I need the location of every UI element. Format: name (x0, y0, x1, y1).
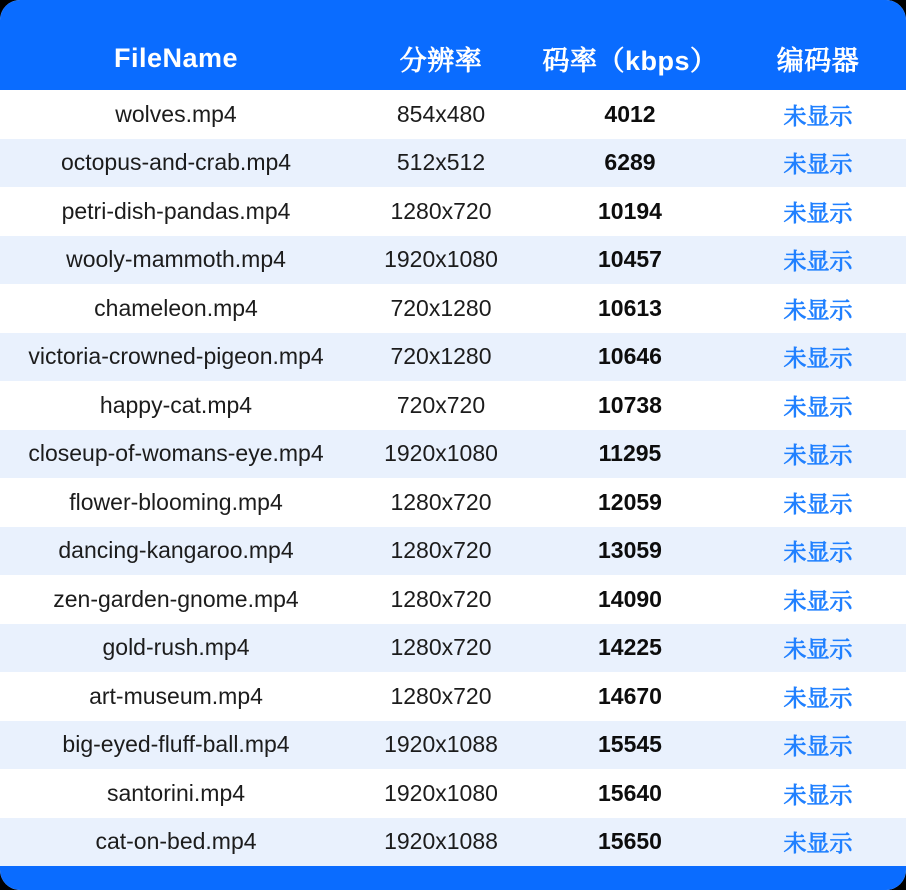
cell-bitrate: 14670 (598, 682, 662, 709)
cell-encoder[interactable]: 未显示 (783, 199, 853, 226)
table-row (0, 721, 906, 770)
cell-encoder[interactable]: 未显示 (783, 442, 853, 469)
cell-filename: art-museum.mp4 (89, 682, 263, 709)
column-header-filename: FileName (113, 42, 239, 73)
cell-bitrate: 10738 (598, 391, 662, 418)
table-row (0, 769, 906, 818)
cell-resolution: 1280x720 (390, 488, 492, 515)
cell-resolution: 720x720 (396, 391, 486, 418)
table-header-row (0, 0, 906, 90)
cell-resolution: 1280x720 (390, 537, 492, 564)
table-row (0, 478, 906, 527)
cell-encoder[interactable]: 未显示 (783, 102, 853, 129)
cell-resolution: 1920x1088 (384, 828, 498, 855)
cell-encoder[interactable]: 未显示 (783, 781, 853, 808)
cell-filename: octopus-and-crab.mp4 (60, 149, 292, 176)
cell-resolution: 1920x1080 (384, 440, 498, 467)
cell-bitrate: 11295 (598, 440, 662, 467)
cell-bitrate: 15545 (598, 731, 662, 758)
cell-bitrate: 10194 (598, 197, 662, 224)
cell-bitrate: 13059 (598, 537, 662, 564)
cell-encoder[interactable]: 未显示 (783, 393, 853, 420)
cell-bitrate: 12059 (598, 488, 662, 515)
cell-bitrate: 10646 (598, 343, 662, 370)
table-row (0, 90, 906, 139)
cell-resolution: 1920x1080 (384, 246, 498, 273)
cell-encoder[interactable]: 未显示 (783, 587, 853, 614)
cell-encoder[interactable]: 未显示 (783, 830, 853, 857)
cell-encoder[interactable]: 未显示 (783, 296, 853, 323)
table-row (0, 139, 906, 188)
table-row (0, 236, 906, 285)
cell-bitrate: 15650 (598, 828, 662, 855)
cell-bitrate: 14090 (598, 585, 662, 612)
table-body (0, 90, 906, 866)
cell-encoder[interactable]: 未显示 (783, 151, 853, 178)
cell-filename: flower-blooming.mp4 (69, 488, 283, 515)
cell-resolution: 1280x720 (390, 634, 492, 661)
cell-bitrate: 10457 (598, 246, 662, 273)
cell-resolution: 1920x1088 (384, 731, 498, 758)
cell-encoder[interactable]: 未显示 (783, 539, 853, 566)
cell-filename: closeup-of-womans-eye.mp4 (28, 440, 324, 467)
table-row (0, 624, 906, 673)
cell-filename: chameleon.mp4 (94, 294, 258, 321)
cell-resolution: 1280x720 (390, 585, 492, 612)
cell-filename: big-eyed-fluff-ball.mp4 (62, 731, 290, 758)
table-row (0, 818, 906, 867)
column-header-bitrate: 码率（kbps） (542, 45, 718, 76)
cell-resolution: 512x512 (396, 149, 486, 176)
cell-resolution: 720x1280 (390, 343, 492, 370)
cell-encoder[interactable]: 未显示 (783, 248, 853, 275)
cell-filename: happy-cat.mp4 (99, 391, 253, 418)
table-row (0, 672, 906, 721)
cell-encoder[interactable]: 未显示 (783, 490, 853, 517)
column-header-encoder: 编码器 (776, 45, 860, 76)
cell-resolution: 720x1280 (390, 294, 492, 321)
table-row (0, 187, 906, 236)
cell-filename: wooly-mammoth.mp4 (66, 246, 286, 273)
cell-resolution: 854x480 (396, 100, 486, 127)
column-header-resolution: 分辨率 (399, 45, 483, 76)
table-footer-bar (0, 866, 906, 890)
cell-bitrate: 4012 (604, 100, 656, 127)
cell-encoder[interactable]: 未显示 (783, 345, 853, 372)
table-row (0, 575, 906, 624)
cell-resolution: 1280x720 (390, 197, 492, 224)
cell-filename: wolves.mp4 (115, 100, 237, 127)
table-row (0, 333, 906, 382)
cell-filename: santorini.mp4 (106, 779, 246, 806)
cell-encoder[interactable]: 未显示 (783, 684, 853, 711)
table-row (0, 430, 906, 479)
table-row (0, 284, 906, 333)
cell-filename: zen-garden-gnome.mp4 (53, 585, 299, 612)
table-row (0, 381, 906, 430)
cell-encoder[interactable]: 未显示 (783, 636, 853, 663)
cell-filename: victoria-crowned-pigeon.mp4 (28, 343, 324, 370)
cell-filename: dancing-kangaroo.mp4 (58, 537, 294, 564)
cell-filename: cat-on-bed.mp4 (95, 828, 257, 855)
cell-filename: gold-rush.mp4 (102, 634, 250, 661)
cell-encoder[interactable]: 未显示 (783, 733, 853, 760)
cell-bitrate: 6289 (604, 149, 656, 176)
table-row (0, 527, 906, 576)
cell-bitrate: 14225 (598, 634, 662, 661)
cell-filename: petri-dish-pandas.mp4 (61, 197, 291, 224)
cell-bitrate: 10613 (598, 294, 662, 321)
cell-resolution: 1280x720 (390, 682, 492, 709)
cell-bitrate: 15640 (598, 779, 662, 806)
cell-resolution: 1920x1080 (384, 779, 498, 806)
